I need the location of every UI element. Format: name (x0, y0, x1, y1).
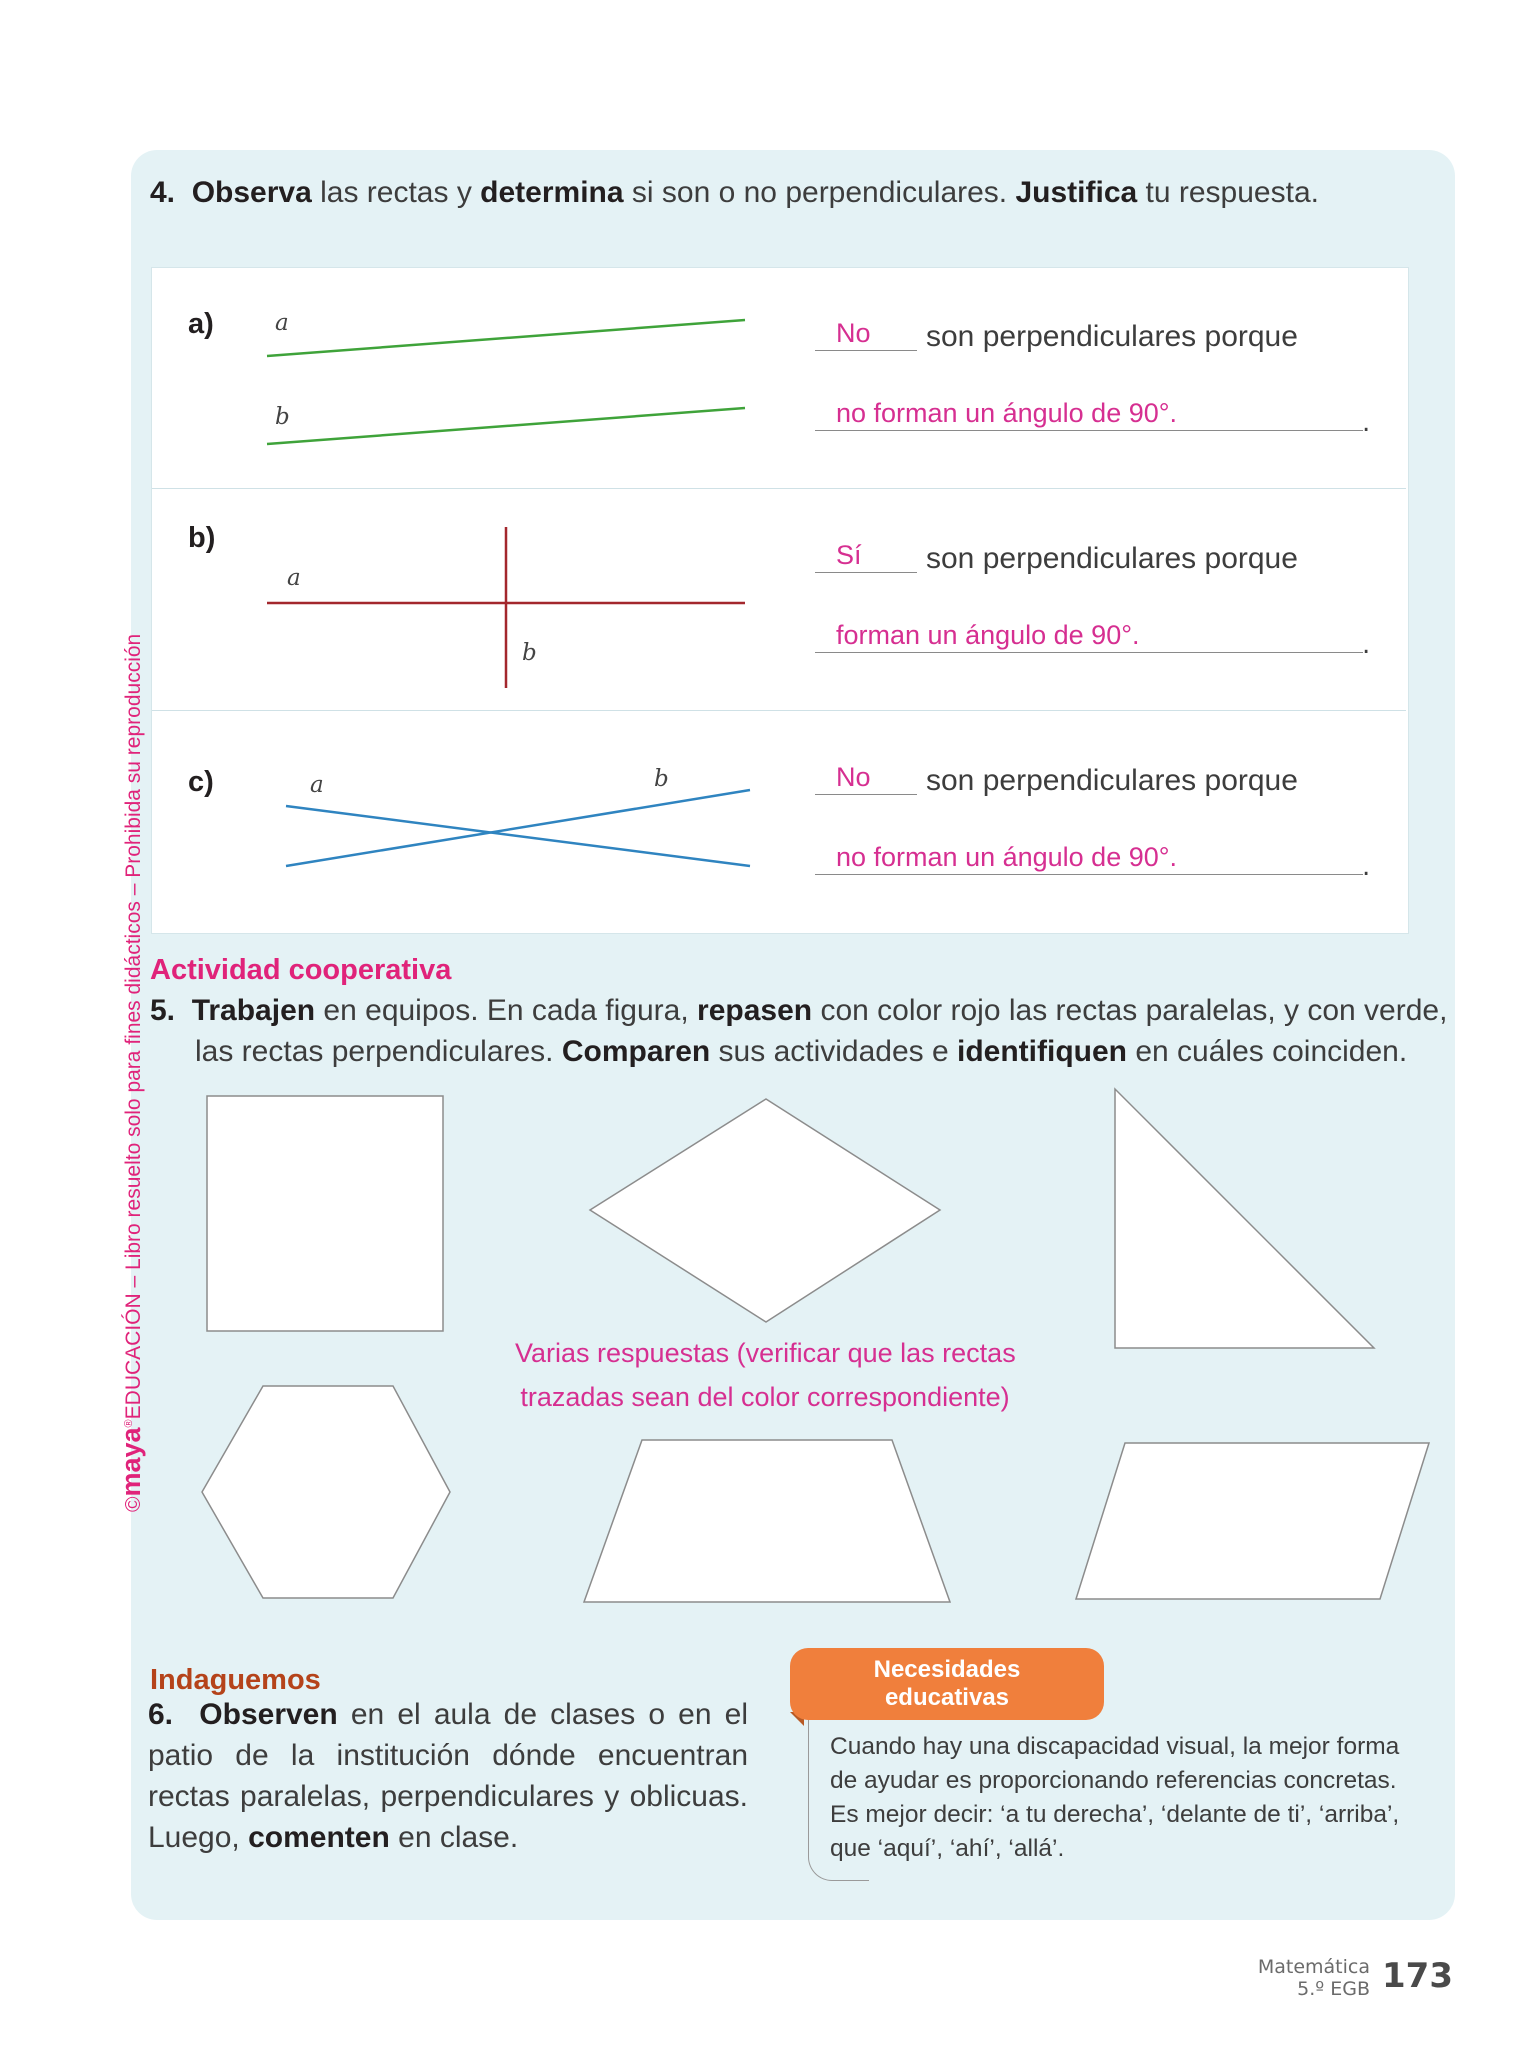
footer-grade: 5.º EGB (1297, 1978, 1370, 2000)
note-title-line2: educativas (884, 1684, 1010, 1711)
registered-mark: ® (123, 1419, 135, 1428)
keyword: Trabajen (191, 994, 316, 1027)
item-label-c: c) (188, 766, 214, 798)
sentence-text: son perpendiculares porque (926, 320, 1298, 353)
hexagon-shape (202, 1386, 450, 1598)
prompt-text: sus actividades e (710, 1035, 958, 1068)
line-label: a (275, 310, 289, 336)
answer-note-line1: Varias respuestas (verificar que las rectas (515, 1338, 1016, 1368)
keyword: Observen (199, 1698, 338, 1731)
prompt-text: las rectas perpendiculares. (195, 1035, 562, 1068)
prompt-text: las rectas y (311, 176, 481, 209)
answer-long: forman un ángulo de 90°. (836, 620, 1140, 650)
prompt-text: si son o no perpendiculares. (623, 176, 1016, 209)
section-title-inquiry: Indaguemos (150, 1664, 321, 1696)
question-number: 6. (148, 1698, 174, 1731)
trapezoid-shape (584, 1440, 950, 1602)
keyword: Comparen (561, 1035, 711, 1068)
keyword: repasen (697, 994, 813, 1027)
page-number: 173 (1382, 1956, 1453, 1996)
answer-short: No (836, 318, 871, 348)
footer-subject: Matemática (1257, 1956, 1370, 1978)
keyword: identifiquen (957, 1035, 1127, 1068)
square-shape (207, 1096, 443, 1331)
answer-short: Sí (836, 540, 862, 570)
question-5-prompt-line1 (150, 994, 1447, 1028)
note-header (790, 1648, 1104, 1720)
answer-note-line2: trazadas sean del color correspondiente) (520, 1382, 1010, 1412)
line-b-parallel (267, 408, 745, 444)
sentence-text: son perpendiculares porque (926, 764, 1298, 797)
period: . (1362, 630, 1371, 660)
question-6-prompt (148, 1694, 748, 1858)
prompt-text: en el aula de clases o en el patio de la institución dónde encuentran rectas paralelas, perpendiculares y oblicuas. Luego, (148, 1698, 748, 1854)
period: . (1362, 852, 1371, 882)
period: . (1362, 408, 1371, 438)
line-label: a (310, 772, 324, 798)
parallelogram-shape (1076, 1443, 1429, 1599)
question-number: 5. (150, 994, 176, 1027)
line-label: b (654, 766, 669, 792)
question-number: 4. (150, 176, 176, 209)
answer-short: No (836, 762, 871, 792)
line-a-parallel (267, 320, 745, 356)
item-label-a: a) (188, 308, 214, 340)
prompt-text: en clase. (389, 1821, 519, 1854)
copyright-text: EDUCACIÓN – Libro resuelto solo para fines didácticos – Prohibida su reproducción (122, 633, 145, 1420)
rhombus-shape (590, 1099, 940, 1322)
note-title-line1: Necesidades (873, 1656, 1021, 1683)
prompt-text: en equipos. En cada figura, (315, 994, 698, 1027)
item-label-b: b) (188, 522, 216, 554)
brand-logo: maya (116, 1427, 146, 1497)
prompt-text: con color rojo las rectas paralelas, y con verde, (812, 994, 1448, 1027)
keyword: Justifica (1015, 176, 1138, 209)
line-label: b (522, 640, 537, 666)
keyword: determina (480, 176, 624, 209)
prompt-text: tu respuesta. (1137, 176, 1319, 209)
answer-long: no forman un ángulo de 90°. (836, 398, 1178, 428)
answer-long: no forman un ángulo de 90°. (836, 842, 1178, 872)
keyword: comenten (248, 1821, 390, 1854)
line-a-oblique (286, 806, 750, 866)
line-b-oblique (286, 790, 750, 866)
right-triangle-shape (1115, 1089, 1374, 1348)
section-title-cooperative: Actividad cooperativa (150, 954, 452, 986)
line-label: b (275, 404, 290, 430)
question-5-prompt-line2 (195, 1035, 1407, 1069)
sentence-text: son perpendiculares porque (926, 542, 1298, 575)
keyword: Observa (191, 176, 312, 209)
line-label: a (287, 565, 301, 591)
note-body: Cuando hay una discapacidad visual, la mejor forma de ayudar es proporcionando referencias concretas. Es mejor decir: ‘a tu derecha’, ‘delante de ti’, ‘arriba’, que ‘aquí’, ‘ahí’, ‘allá’. (830, 1733, 1400, 1862)
copyright-symbol: © (122, 1496, 145, 1512)
prompt-text: en cuáles coinciden. (1127, 1035, 1408, 1068)
